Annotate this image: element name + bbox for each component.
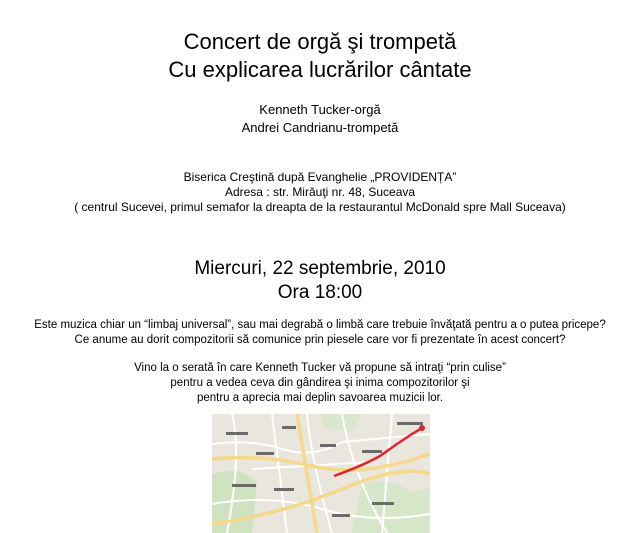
event-date: Miercuri, 22 septembrie, 2010 xyxy=(194,258,446,279)
intro-question-1: Este muzica chiar un “limbaj universal”, sau mai degrabă o limbă care trebuie învăţată pentru a o putea pricepe? xyxy=(34,319,606,331)
performer-trumpet: Andrei Candrianu-trompetă xyxy=(241,120,399,135)
map-drawing xyxy=(212,414,430,533)
performer-organ: Kenneth Tucker-orgă xyxy=(259,102,381,117)
venue-address: Adresa : str. Mirăuţi nr. 48, Suceava xyxy=(224,185,416,199)
title-line-1: Concert de orgă şi trompetă xyxy=(183,29,457,54)
venue-directions: ( centrul Sucevei, primul semafor la dreapta de la restaurantul McDonald spre Mall Suceava) xyxy=(74,200,566,214)
venue-church: Biserica Creştină după Evanghelie „PROVIDENȚA” xyxy=(183,170,457,184)
location-map xyxy=(212,414,430,533)
invite-line-2: pentru a vedea ceva din gândirea şi inima compozitorilor şi xyxy=(170,377,470,389)
title-line-2: Cu explicarea lucrărilor cântate xyxy=(168,57,472,82)
invite-line-3: pentru a aprecia mai deplin savoarea muzicii lor. xyxy=(196,392,444,404)
event-time: Ora 18:00 xyxy=(277,282,363,303)
intro-question-2: Ce anume au dorit compozitorii să comunice prin piesele care vor fi prezentate în acest concert? xyxy=(74,334,566,346)
invite-line-1: Vino la o serată în care Kenneth Tucker vă propune să intraţi “prin culise” xyxy=(134,362,506,374)
